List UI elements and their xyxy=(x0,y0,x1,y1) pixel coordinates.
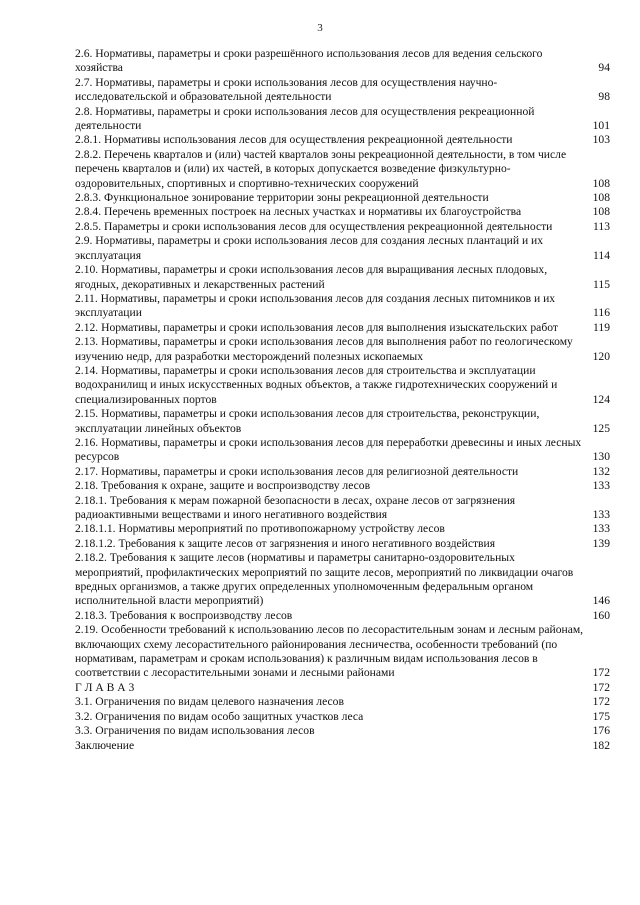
toc-entry-page-number: 108 xyxy=(592,176,610,190)
toc-entry-title: 2.18.1.2. Требования к защите лесов от загрязнения и иного негативного воздействия xyxy=(75,536,496,550)
toc-entry xyxy=(75,191,610,205)
toc-entry xyxy=(75,551,610,609)
toc-entry xyxy=(75,133,610,147)
toc-entry-title: 2.18. Требования к охране, защите и воспроизводству лесов xyxy=(75,479,371,493)
toc-entry-title: 2.8.3. Функциональное зонирование территории зоны рекреационной деятельности xyxy=(75,191,489,205)
toc-entry-page-number: 175 xyxy=(592,709,610,723)
toc-entry xyxy=(75,263,610,292)
toc-entry xyxy=(75,436,610,465)
toc-entry-page-number: 108 xyxy=(592,191,610,205)
toc-entry-page-number: 116 xyxy=(593,306,610,320)
toc-entry-title: 2.7. Нормативы, параметры и сроки использования лесов для осуществления научно-исследовательской и образовательной деятельности xyxy=(75,75,498,104)
toc-entry-page-number: 133 xyxy=(592,508,610,521)
toc-entry xyxy=(75,335,610,364)
toc-entry-page-number: 133 xyxy=(592,479,610,493)
toc-entry xyxy=(75,710,610,724)
toc-entry-page-number: 108 xyxy=(592,205,610,219)
toc-entry xyxy=(75,234,610,263)
toc-entry-title: 2.13. Нормативы, параметры и сроки использования лесов для выполнения работ по геологическому изучению недр, для разработки месторождений полезных ископаемых xyxy=(75,335,573,363)
toc-entry xyxy=(75,47,610,76)
toc-entry xyxy=(75,695,610,709)
toc-entry xyxy=(75,724,610,738)
toc-entry-title: 2.18.1. Требования к мерам пожарной безопасности в лесах, охране лесов от загрязнения радиоактивными веществами и иного негативного воздействия xyxy=(75,493,516,521)
toc-entry-page-number: 133 xyxy=(592,522,610,536)
toc-entry xyxy=(75,739,610,753)
toc-entry-page-number: 124 xyxy=(592,392,610,406)
toc-entry-page-number: 146 xyxy=(592,594,610,608)
toc-entry-page-number: 98 xyxy=(598,90,610,104)
toc-entry-title: 2.8.1. Нормативы использования лесов для осуществления рекреационной деятельности xyxy=(75,133,513,147)
toc-entry-title: 2.14. Нормативы, параметры и сроки использования лесов для строительства и эксплуатации водохранилищ и иных искусственных водных объектов, а также гидротехнических сооружений и специализированных портов xyxy=(75,363,558,406)
toc-entry-page-number: 132 xyxy=(592,464,610,478)
toc-entry-title: 2.8. Нормативы, параметры и сроки использования лесов для осуществления рекреационной деятельности xyxy=(75,104,535,133)
toc-entry-page-number: 172 xyxy=(592,695,610,709)
toc-entry-page-number: 139 xyxy=(592,536,610,550)
toc-entry xyxy=(75,205,610,219)
toc-entry-page-number: 94 xyxy=(598,61,610,75)
toc-entry xyxy=(75,681,610,695)
toc-entry xyxy=(75,407,610,436)
toc-entry-title: 2.10. Нормативы, параметры и сроки использования лесов для выращивания лесных плодовых, ягодных, декоративных и лекарственных растений xyxy=(75,263,548,291)
toc-entry-page-number: 125 xyxy=(592,421,610,435)
toc-entry-title: 2.18.1.1. Нормативы мероприятий по противопожарному устройству лесов xyxy=(75,522,445,536)
toc-entry-title: 2.6. Нормативы, параметры и сроки разрешённого использования лесов для ведения сельского хозяйства xyxy=(75,47,543,75)
toc-entry-title: 2.8.5. Параметры и сроки использования лесов для осуществления рекреационной деятельности xyxy=(75,219,553,233)
toc-entry xyxy=(75,537,610,551)
toc-entry-page-number: 119 xyxy=(593,320,610,334)
toc-entry xyxy=(75,609,610,623)
toc-entry-title: 2.8.4. Перечень временных построек на лесных участках и нормативы их благоустройства xyxy=(75,205,522,219)
toc-entry-page-number: 172 xyxy=(592,680,610,694)
toc-entry-page-number: 130 xyxy=(592,450,610,464)
toc-entry xyxy=(75,623,610,681)
toc-entry xyxy=(75,76,610,105)
toc-entry-title: 2.11. Нормативы, параметры и сроки использования лесов для создания лесных питомников и их эксплуатации xyxy=(75,291,556,320)
toc-entry-page-number: 176 xyxy=(592,724,610,738)
toc-entry-title: Заключение xyxy=(75,738,135,752)
toc-entry-title: Г Л А В А 3 xyxy=(75,680,135,694)
toc-entry xyxy=(75,105,610,134)
toc-entry xyxy=(75,479,610,493)
table-of-contents xyxy=(75,47,610,753)
toc-entry-page-number: 172 xyxy=(592,666,610,680)
toc-entry xyxy=(75,321,610,335)
toc-entry-title: 2.19. Особенности требований к использованию лесов по лесорастительным зонам и лесным районам, включающих схему лесорастительного районирования лесничества, особенности требований (по нормативам, параметрам и срокам использования) к различным видам использования лесов в соответствии с лесорастительными зонами и лесными районами xyxy=(75,623,584,680)
page-number: 3 xyxy=(317,22,323,34)
toc-entry xyxy=(75,292,610,321)
toc-entry-page-number: 182 xyxy=(592,738,610,752)
toc-entry xyxy=(75,148,610,191)
toc-entry xyxy=(75,220,610,234)
toc-entry xyxy=(75,364,610,407)
toc-entry-title: 2.8.2. Перечень кварталов и (или) частей кварталов зоны рекреационной деятельности, в том числе перечень кварталов и (или) их частей, в которых допускается возведение физкультурно-оздоровительных, спортивных и спортивно-технических сооружений xyxy=(75,147,567,190)
toc-entry-page-number: 101 xyxy=(592,119,610,133)
toc-entry-page-number: 103 xyxy=(592,133,610,147)
toc-entry-page-number: 114 xyxy=(593,248,610,262)
toc-entry-title: 2.9. Нормативы, параметры и сроки использования лесов для создания лесных плантаций и их эксплуатация xyxy=(75,234,544,262)
toc-entry-page-number: 115 xyxy=(593,277,610,291)
toc-entry-title: 3.3. Ограничения по видам использования лесов xyxy=(75,724,315,738)
toc-entry-title: 2.16. Нормативы, параметры и сроки использования лесов для переработки древесины и иных лесных ресурсов xyxy=(75,435,582,464)
toc-entry xyxy=(75,494,610,523)
toc-entry-title: 3.2. Ограничения по видам особо защитных участков леса xyxy=(75,709,364,723)
toc-entry xyxy=(75,465,610,479)
toc-entry xyxy=(75,522,610,536)
toc-entry-title: 2.17. Нормативы, параметры и сроки использования лесов для религиозной деятельности xyxy=(75,464,519,478)
toc-entry-title: 2.18.3. Требования к воспроизводству лесов xyxy=(75,608,293,622)
toc-entry-title: 2.12. Нормативы, параметры и сроки использования лесов для выполнения изыскательских работ xyxy=(75,320,558,334)
toc-entry-title: 3.1. Ограничения по видам целевого назначения лесов xyxy=(75,695,344,709)
toc-entry-page-number: 113 xyxy=(593,219,610,233)
toc-entry-page-number: 120 xyxy=(592,349,610,363)
toc-entry-title: 2.15. Нормативы, параметры и сроки использования лесов для строительства, реконструкции, эксплуатации линейных объектов xyxy=(75,407,540,435)
toc-entry-page-number: 160 xyxy=(592,608,610,622)
toc-entry-title: 2.18.2. Требования к защите лесов (нормативы и параметры санитарно-оздоровительных мероприятий, профилактических мероприятий по защите лесов, мероприятий по ликвидации очагов вредных организмов, а также других определенных уполномоченным федеральным органом исполнительной власти мероприятий) xyxy=(75,551,574,608)
